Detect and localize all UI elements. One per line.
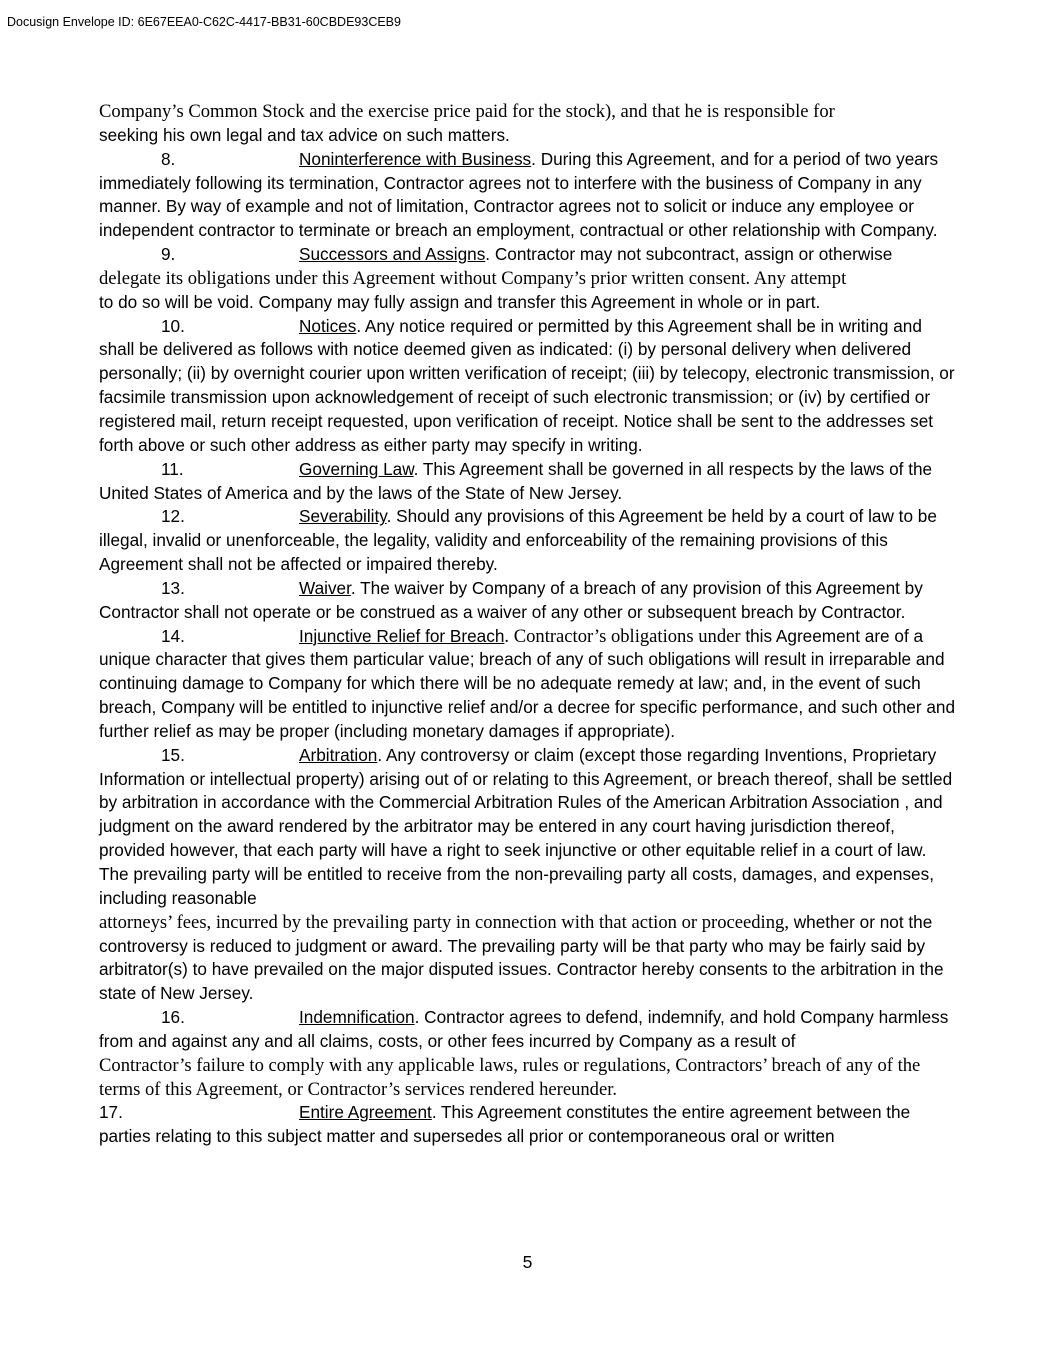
section-text: . Any notice required or permitted by this Agreement shall be in writing and shall be delivered as follows with notice deemed given as indicated: (i) by personal delivery when delivered personally; (ii) by overnight courier upon written verification of receipt; (iii) by telecopy, electronic transmission, or facsimile transmission upon acknowledgement of receipt of such electronic transmission; or (iv) by certified or registered mail, return receipt requested, upon verification of receipt. Notice shall be sent to the addresses set forth above or such other address as either party may specify in writing. [99, 315, 955, 455]
section-14 [99, 625, 959, 744]
document-body [99, 100, 959, 1149]
section-text-continued: whether or not the controversy is reduced to judgment or award. The prevailing party will be that party who may be fairly said by arbitrator(s) to have prevailed on the major disputed issues. Contractor hereby consents to the arbitration in the state of New Jersey. [99, 911, 944, 1004]
section-text-serif: attorneys’ fees, incurred by the prevailing party in connection with that action or proceeding, [99, 911, 789, 933]
section-number: 9. [161, 244, 176, 265]
section-12 [99, 505, 959, 577]
section-text: . This Agreement shall be governed in all respects by the laws of the United States of America and by the laws of the State of New Jersey. [99, 458, 933, 503]
section-number: 16. [161, 1007, 185, 1028]
section-heading: Noninterference with Business [299, 148, 532, 169]
section-number: 8. [161, 148, 176, 169]
continuation-serif-text: Company’s Common Stock and the exercise price paid for the stock), and that he is responsible for [99, 101, 835, 122]
section-number: 15. [161, 744, 185, 765]
section-heading: Arbitration [299, 744, 378, 765]
section-text-serif: Contractor’s failure to comply with any applicable laws, rules or regulations, Contractors’ breach of any of the terms of this Agreement, or Contractor’s services rendered hereunder. [99, 1054, 921, 1100]
section-heading: Governing Law [299, 458, 414, 479]
section-16 [99, 1006, 959, 1101]
section-text-serif: . Contractor’s obligations under [504, 625, 741, 647]
section-text: . This Agreement constitutes the entire agreement between the parties relating to this subject matter and supersedes all prior or contemporaneous oral or written [99, 1102, 911, 1147]
section-17 [99, 1101, 959, 1149]
continuation-paragraph [99, 100, 959, 148]
section-text: this Agreement are of a unique character that gives them particular value; breach of any of such obligations will result in irreparable and continuing damage to Company for which there will be no adequate remedy at law; and, in the event of such breach, Company will be entitled to injunctive relief and/or a decree for specific performance, and such other and further relief as may be proper (including monetary damages if appropriate). [99, 625, 956, 741]
section-text-serif: delegate its obligations under this Agreement without Company’s prior written consent. Any attempt [99, 267, 847, 289]
section-text: . Contractor agrees to defend, indemnify, and hold Company harmless from and against any and all claims, costs, or other fees incurred by Company as a result of [99, 1007, 949, 1051]
section-10 [99, 315, 959, 458]
docusign-envelope-id: Docusign Envelope ID: 6E67EEA0-C62C-4417-BB31-60CBDE93CEB9 [7, 15, 401, 29]
section-text: . The waiver by Company of a breach of any provision of this Agreement by Contractor shall not operate or be construed as a waiver of any other or subsequent breach by Contractor. [99, 577, 923, 622]
section-heading: Indemnification [299, 1007, 415, 1028]
section-text-continued: to do so will be void. Company may fully assign and transfer this Agreement in whole or in part. [99, 291, 821, 312]
section-heading: Injunctive Relief for Breach [299, 625, 505, 646]
section-number: 10. [161, 315, 185, 336]
section-number: 11. [161, 458, 184, 479]
section-15 [99, 744, 959, 1006]
section-text: . During this Agreement, and for a period of two years immediately following its termination, Contractor agrees not to interfere with the business of Company in any manner. By way of example and not of limitation, Contractor agrees not to solicit or induce any employee or independent contractor to terminate or breach an employment, contractual or other relationship with Company. [99, 148, 939, 241]
continuation-text: seeking his own legal and tax advice on such matters. [99, 124, 510, 145]
section-9 [99, 243, 959, 315]
section-11 [99, 458, 959, 506]
section-number: 12. [161, 506, 185, 527]
section-heading: Severability [299, 506, 387, 527]
section-number: 17. [99, 1102, 123, 1123]
section-heading: Entire Agreement [299, 1102, 432, 1123]
section-text: . Should any provisions of this Agreement be held by a court of law to be illegal, invalid or unenforceable, the legality, validity and enforceability of the remaining provisions of this Agreement shall not be affected or impaired thereby. [99, 506, 937, 575]
section-13 [99, 577, 959, 625]
section-number: 13. [161, 577, 185, 598]
section-text: . Any controversy or claim (except those regarding Inventions, Proprietary Information or intellectual property) arising out of or relating to this Agreement, or breach thereof, shall be settled by arbitration in accordance with the Commercial Arbitration Rules of the American Arbitration Association , and judgment on the award rendered by the arbitrator may be entered in any court having jurisdiction thereof, provided however, that each party will have a right to seek injunctive or other equitable relief in a court of law. The prevailing party will be entitled to receive from the non-prevailing party all costs, damages, and expenses, including reasonable [99, 744, 953, 908]
page-number: 5 [522, 1252, 533, 1272]
section-heading: Notices [299, 315, 357, 336]
section-heading: Successors and Assigns [299, 244, 486, 265]
section-8 [99, 148, 959, 243]
section-number: 14. [161, 625, 185, 646]
section-heading: Waiver [299, 577, 351, 598]
section-text: . Contractor may not subcontract, assign or otherwise [485, 244, 893, 265]
